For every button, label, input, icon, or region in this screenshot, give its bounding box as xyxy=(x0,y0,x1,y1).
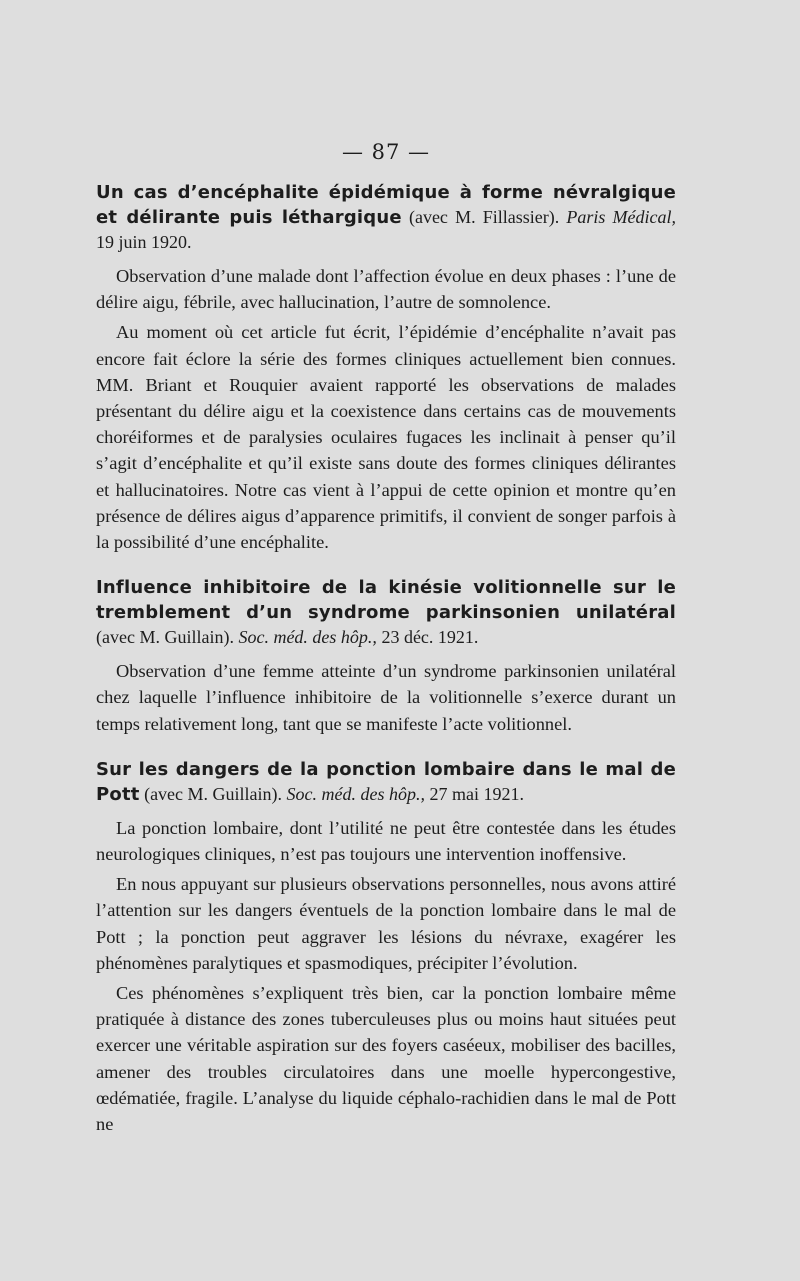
entry-journal: Soc. méd. des hôp., xyxy=(286,783,426,804)
paragraph: En nous appuyant sur plusieurs observations personnelles, nous avons attiré l’attention sur les dangers éventuels de la ponction lombaire dans le mal de Pott ; la ponction peut aggraver les lésions du névraxe, exagérer les phénomènes paralytiques et spasmodiques, précipiter l’évolution. xyxy=(96,874,676,973)
entry-authors: (avec M. Guillain). xyxy=(96,627,239,648)
entry-date: 23 déc. 1921. xyxy=(376,627,479,648)
paragraph: Ces phénomènes s’expliquent très bien, car la ponction lombaire même pratiquée à distance des zones tuberculeuses plus ou moins haut situées peut exercer une véritable aspiration sur des foyers caséeux, mobiliser des bacilles, amener des troubles circulatoires dans une moelle hypercongestive, œdématiée, fragile. L’analyse du liquide céphalo-rachidien dans le mal de Pott ne xyxy=(96,983,676,1135)
entry-heading xyxy=(96,575,676,650)
paragraph: La ponction lombaire, dont l’utilité ne peut être contestée dans les études neurologiques cliniques, n’est pas toujours une intervention inoffensive. xyxy=(96,817,676,865)
entry-heading xyxy=(96,180,676,255)
entry-authors: (avec M. Guillain). xyxy=(139,783,287,804)
entry-authors: (avec M. Fillassier). xyxy=(401,207,567,227)
bibliography-entry xyxy=(96,575,676,737)
entry-date: 27 mai 1921. xyxy=(425,783,525,804)
bibliography-entry xyxy=(96,757,676,1137)
entry-heading xyxy=(96,757,676,807)
page-number: — 87 — xyxy=(341,140,431,164)
paragraph: Observation d’une malade dont l’affection évolue en deux phases : l’une de délire aigu, fébrile, avec hallucination, l’autre de somnolence. xyxy=(96,266,676,313)
bibliography-entry xyxy=(96,180,676,555)
page-content xyxy=(96,140,676,1157)
paragraph: Observation d’une femme atteinte d’un syndrome parkinsonien unilatéral chez laquelle l’influence inhibitoire de la volitionnelle s’exerce durant un temps relativement long, tant que se manifeste l’acte volitionnel. xyxy=(96,661,676,734)
entry-title: Influence inhibitoire de la kinésie volitionnelle sur le tremblement d’un syndrome parkinsonien unilatéral xyxy=(96,577,676,624)
paragraph: Au moment où cet article fut écrit, l’épidémie d’encéphalite n’avait pas encore fait éclore la série des formes cliniques actuellement bien connues. MM. Briant et Rouquier avaient rapporté les observations de malades présentant du délire aigu et la coexistence dans certains cas de mouvements choréiformes et de paralysies oculaires fugaces les inclinait à penser qu’il s’agit d’encéphalite et qu’il existe sans doute des formes cliniques délirantes et hallucinatoires. Notre cas vient à l’appui de cette opinion et montre qu’en présence de délires aigus d’apparence primitifs, il convient de songer parfois à la possibilité d’une encéphalite. xyxy=(96,322,676,553)
entry-title: Un cas d’encéphalite épidémique à forme névralgique et délirante puis léthargique xyxy=(96,182,676,228)
entry-journal: Paris Médical, xyxy=(566,207,676,227)
entry-title: Sur les dangers de la ponction lombaire dans le mal de Pott xyxy=(96,758,676,805)
entry-date: 19 juin 1920. xyxy=(96,232,192,252)
entry-journal: Soc. méd. des hôp., xyxy=(238,627,377,648)
